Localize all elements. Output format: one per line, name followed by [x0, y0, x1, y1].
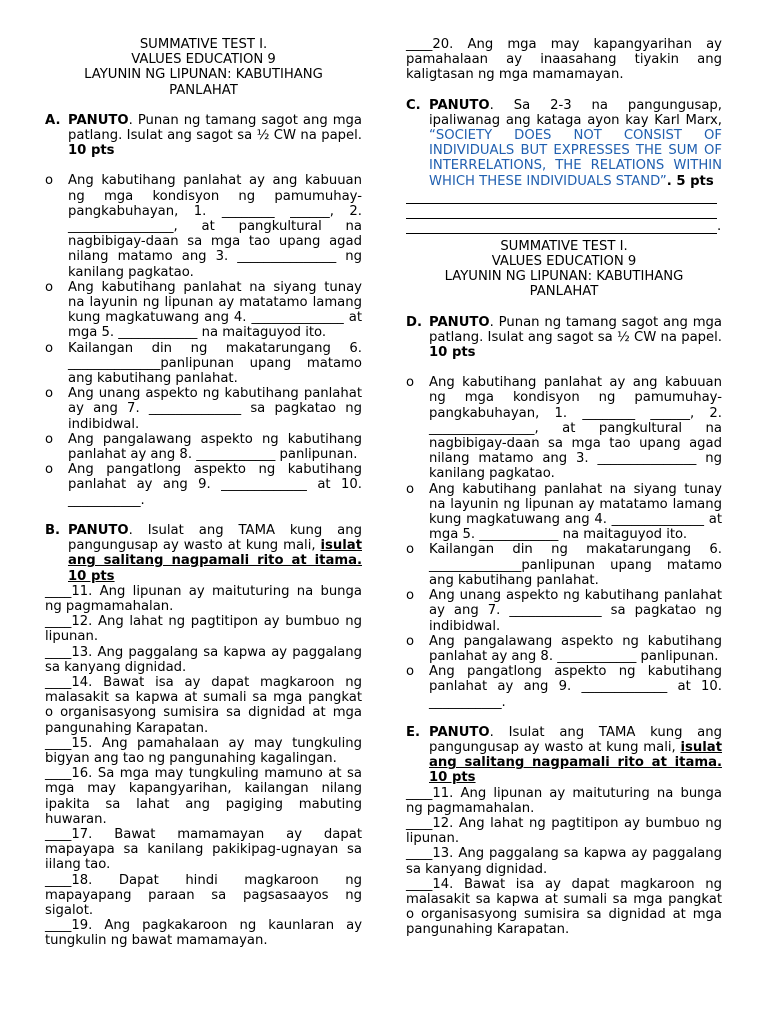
list-item: o Kailangan din ng makatarungang 6. ______________panlipunan upang matamo ang kabutihang panlahat. — [406, 542, 722, 588]
points-label: . 5 pts — [666, 173, 714, 189]
bullet-icon: o — [406, 588, 415, 604]
section-letter: C. — [406, 97, 421, 113]
tf-item: ____17. Bawat mamamayan ay dapat mapayapa sa kanilang pakikipag-ugnayan sa iilang tao. — [45, 826, 362, 873]
tf-item: ____14. Bawat isa ay dapat magkaroon ng malasakit sa kapwa at sumali sa mga pangkat o organisasyong sumisira sa dignidad at mga pangunahing Karapatan. — [45, 674, 362, 736]
bullet-icon: o — [45, 279, 54, 295]
fill-items-list — [45, 173, 362, 507]
section-letter: B. — [45, 522, 61, 538]
bullet-icon: o — [406, 664, 415, 680]
left-column — [45, 37, 362, 949]
list-item: o Ang kabutihang panlahat na siyang tunay na layunin ng lipunan ay matatamo lamang kung magkatuwang ang 4. ______________ at mga 5. ____________ na maitaguyod ito. — [406, 481, 722, 543]
end-period: . — [717, 218, 722, 234]
tf-item: ____11. Ang lipunan ay maituturing na bunga ng pagmamahalan. — [45, 583, 362, 614]
test-topic-line2: PANLAHAT — [529, 284, 599, 300]
panuto-text: . Isulat ang TAMA kung ang pangungusap ay wasto at kung mali, — [429, 724, 722, 755]
panuto-label: PANUTO — [429, 314, 490, 330]
test-subject: VALUES EDUCATION 9 — [491, 254, 637, 270]
panuto-text: . Punan ng tamang sagot ang mga patlang. Isulat ang sagot sa ½ CW na papel. — [68, 112, 362, 144]
test-title: SUMMATIVE TEST I. — [500, 238, 628, 254]
section-c-instruction — [406, 98, 722, 189]
tf-item: ____13. Ang paggalang sa kapwa ay paggalang sa kanyang dignidad. — [406, 846, 722, 877]
panuto-text: . Isulat ang TAMA kung ang pangungusap ay wasto at kung mali, — [68, 522, 362, 554]
bullet-icon: o — [45, 173, 54, 189]
list-item: o Ang kabutihang panlahat ay ang kabuuan ng mga kondisyon ng pamumuhay-pangkabuhayan, 1. ________ ______, 2. ________________, at pangkultural na nagbibigay-daan sa mga tao upang agad nilang matamo ang 3. _______________ ng kanilang pagkatao. — [406, 375, 722, 482]
panuto-text: . Sa 2-3 na pangungusap, ipaliwanag ang kataga ayon kay Karl Marx, — [429, 97, 722, 128]
answer-line[interactable] — [406, 204, 717, 219]
tf-item: ____11. Ang lipunan ay maituturing na bunga ng pagmamahalan. — [406, 785, 722, 816]
panuto-emphasis: isulat ang salitang nagpamali rito at itama. 10 pts — [68, 538, 362, 584]
tf-item: ____18. Dapat hindi magkaroon ng mapayapang paraan sa pagsasaayos ng sigalot. — [45, 872, 362, 918]
list-item: o Ang pangalawang aspekto ng kabutihang panlahat ay ang 8. ____________ panlipunan. — [406, 633, 722, 664]
bullet-icon: o — [45, 340, 54, 356]
bullet-icon: o — [45, 462, 54, 478]
tf-item: ____14. Bawat isa ay dapat magkaroon ng malasakit sa kapwa at sumali sa mga pangkat o organisasyong sumisira sa dignidad at mga pangunahing Karapatan. — [406, 876, 722, 938]
tf-item: ____12. Ang lahat ng pagtitipon ay bumbuo ng lipunan. — [45, 614, 362, 645]
section-letter: E. — [406, 724, 421, 740]
panuto-text: . Punan ng tamang sagot ang mga patlang. Isulat ang sagot sa ½ CW na papel. — [429, 314, 722, 345]
section-letter: D. — [406, 314, 422, 330]
panuto-emphasis: isulat ang salitang nagpamali rito at itama. 10 pts — [429, 739, 722, 786]
section-letter: A. — [45, 112, 61, 128]
test-subject: VALUES EDUCATION 9 — [131, 52, 276, 68]
test-topic: LAYUNIN NG LIPUNAN: KABUTIHANG — [444, 269, 684, 285]
answer-line[interactable] — [406, 189, 717, 204]
test-topic: LAYUNIN NG LIPUNAN: KABUTIHANG — [84, 67, 323, 83]
list-item: o Ang unang aspekto ng kabutihang panlahat ay ang 7. ______________ sa pagkatao ng indibidwal. — [406, 588, 722, 634]
tf-item: ____15. Ang pamahalaan ay may tungkuling bigyan ang tao ng pangunahing kagalingan. — [45, 735, 362, 766]
list-item: o Ang kabutihang panlahat ay ang kabuuan ng mga kondisyon ng pamumuhay-pangkabuhayan, 1. ________ ______, 2. ________________, at pangkultural na nagbibigay-daan sa mga tao upang agad nilang matamo ang 3. _______________ ng kanilang pagkatao. — [45, 173, 362, 280]
fill-items-list — [406, 375, 722, 709]
bullet-icon: o — [406, 542, 415, 558]
bullet-icon: o — [45, 431, 54, 447]
section-e-instruction — [406, 725, 722, 786]
points-label: 10 pts — [68, 143, 115, 159]
panuto-label: PANUTO — [68, 522, 129, 538]
tf-item: ____16. Sa mga may tungkuling mamuno at sa mga may kapangyarihan, kailangan nilang ipakita sa lahat ang pagiging mabuting huwaran. — [45, 766, 362, 827]
bullet-icon: o — [406, 633, 415, 649]
tf-item: ____12. Ang lahat ng pagtitipon ay bumbuo ng lipunan. — [406, 815, 722, 847]
list-item: o Ang pangatlong aspekto ng kabutihang panlahat ay ang 9. _____________ at 10. ___________. — [45, 462, 362, 508]
tf-item: ____13. Ang paggalang sa kapwa ay paggalang sa kanyang dignidad. — [45, 644, 362, 675]
test-title: SUMMATIVE TEST I. — [139, 37, 268, 52]
points-label: 10 pts — [429, 345, 476, 361]
section-a-instruction — [45, 113, 362, 159]
test-topic-line2: PANLAHAT — [169, 82, 238, 98]
marx-quote: “SOCIETY DOES NOT CONSIST OF INDIVIDUALS BUT EXPRESSES THE SUM OF INTERRELATIONS, THE RELATIONS WITHIN WHICH THESE INDIVIDUALS STAND” — [429, 128, 722, 189]
bullet-icon: o — [406, 481, 415, 497]
list-item: o Ang pangatlong aspekto ng kabutihang panlahat ay ang 9. _____________ at 10. ___________. — [406, 664, 722, 710]
list-item: o Ang unang aspekto ng kabutihang panlahat ay ang 7. ______________ sa pagkatao ng indibidwal. — [45, 386, 362, 432]
right-column — [406, 37, 722, 938]
panuto-label: PANUTO — [429, 97, 490, 113]
section-d-instruction — [406, 315, 722, 361]
list-item: o Ang kabutihang panlahat na siyang tunay na layunin ng lipunan ay matatamo lamang kung magkatuwang ang 4. ______________ at mga 5. ____________ na maitaguyod ito. — [45, 279, 362, 341]
tf-item: ____20. Ang mga may kapangyarihan ay pamahalaan ay inaasahang tiyakin ang kaligtasan ng mga mamamayan. — [406, 37, 722, 83]
bullet-icon: o — [406, 375, 415, 391]
panuto-label: PANUTO — [68, 112, 129, 128]
list-item: o Ang pangalawang aspekto ng kabutihang panlahat ay ang 8. ____________ panlipunan. — [45, 431, 362, 463]
bullet-icon: o — [45, 386, 54, 402]
tf-item: ____19. Ang pagkakaroon ng kaunlaran ay tungkulin ng bawat mamamayan. — [45, 918, 362, 949]
section-b-instruction — [45, 523, 362, 584]
panuto-label: PANUTO — [429, 724, 490, 740]
answer-line[interactable] — [406, 219, 717, 234]
list-item: o Kailangan din ng makatarungang 6. ______________panlipunan upang matamo ang kabutihang panlahat. — [45, 340, 362, 387]
